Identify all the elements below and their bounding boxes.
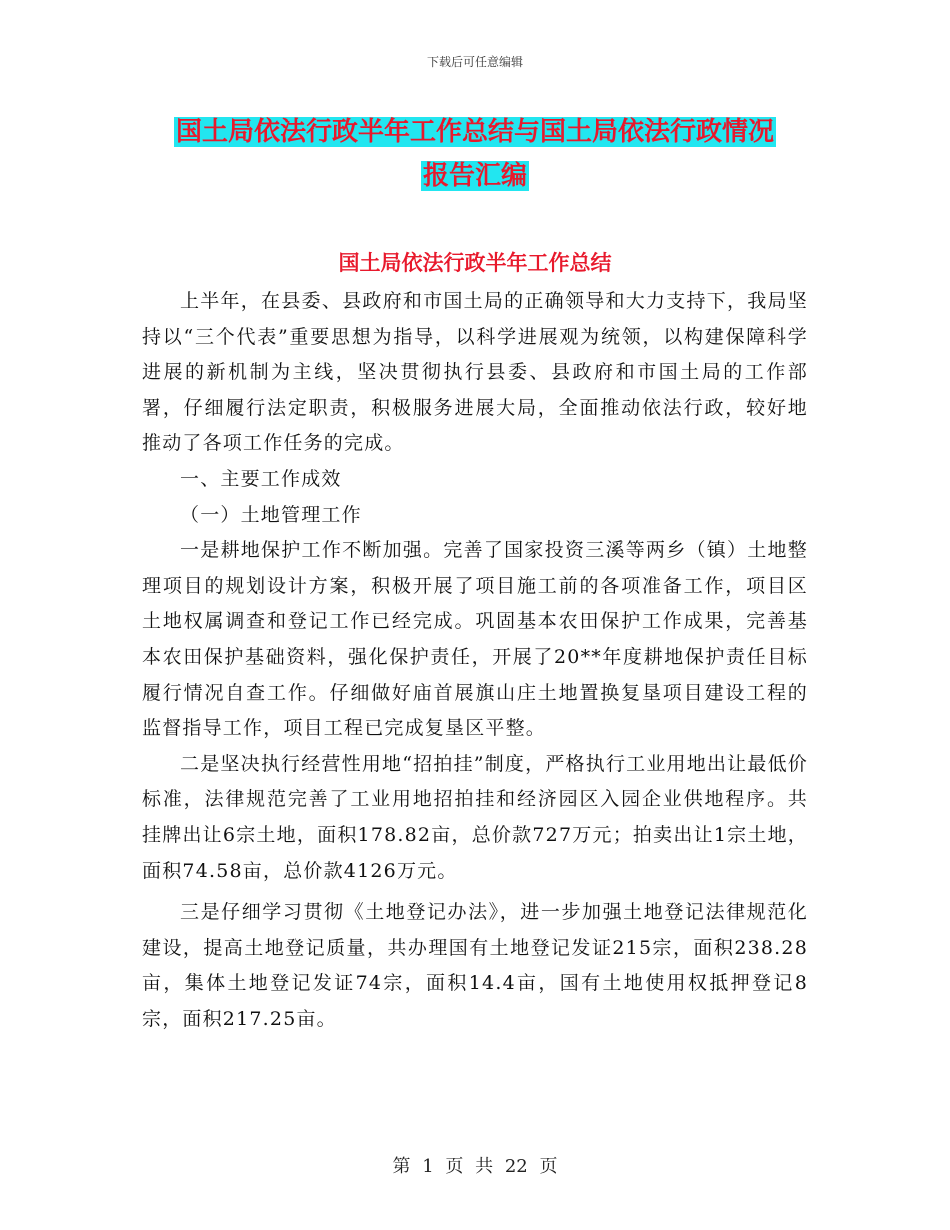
paragraph-farmland-protection: 一是耕地保护工作不断加强。完善了国家投资三溪等两乡（镇）土地整理项目的规划设计方案，积极开展了项目施工前的各项准备工作，项目区土地权属调查和登记工作已经完成。巩固基本农田保护工作成果，完善基本农田保护基础资料，强化保护责任，开展了20**年度耕地保护责任目标履行情况自查工作。仔细做好庙首展旗山庄土地置换复垦项目建设工程的监督指导工作，项目工程已完成复垦区平整。 [142,539,808,740]
heading-land-management: （一）土地管理工作 [180,503,362,526]
document-body [142,284,808,1037]
document-title-line2: 报告汇编 [422,161,527,191]
section-title: 国土局依法行政半年工作总结 [338,251,612,275]
paragraph-intro: 上半年，在县委、县政府和市国土局的正确领导和大力支持下，我局坚持以“三个代表”重要思想为指导，以科学进展观为统领，以构建保障科学进展的新机制为主线，坚决贯彻执行县委、县政府和市国土局的工作部署，仔细履行法定职责，积极服务进展大局，全面推动依法行政，较好地推动了各项工作任务的完成。 [142,290,808,455]
page-header: 下载后可任意编辑 [426,55,523,69]
document-title [140,110,810,198]
paragraph-land-transfer: 二是坚决执行经营性用地“招拍挂”制度，严格执行工业用地出让最低价标准，法律规范完善了工业用地招拍挂和经济园区入园企业供地程序。共挂牌出让6宗土地，面积178.82亩，总价款727万元；拍卖出让1宗土地，面积74.58亩，总价款4126万元。 [142,752,808,882]
document-title-line1: 国土局依法行政半年工作总结与国土局依法行政情况 [175,117,774,147]
page-number: 第 1 页 共 22 页 [392,1156,558,1177]
paragraph-land-registration: 三是仔细学习贯彻《土地登记办法》，进一步加强土地登记法律规范化建设，提高土地登记质量，共办理国有土地登记发证215宗，面积238.28亩，集体土地登记发证74宗，面积14.4亩，国有土地使用权抵押登记8宗，面积217.25亩。 [142,901,808,1030]
heading-main-achievements: 一、主要工作成效 [180,467,342,490]
